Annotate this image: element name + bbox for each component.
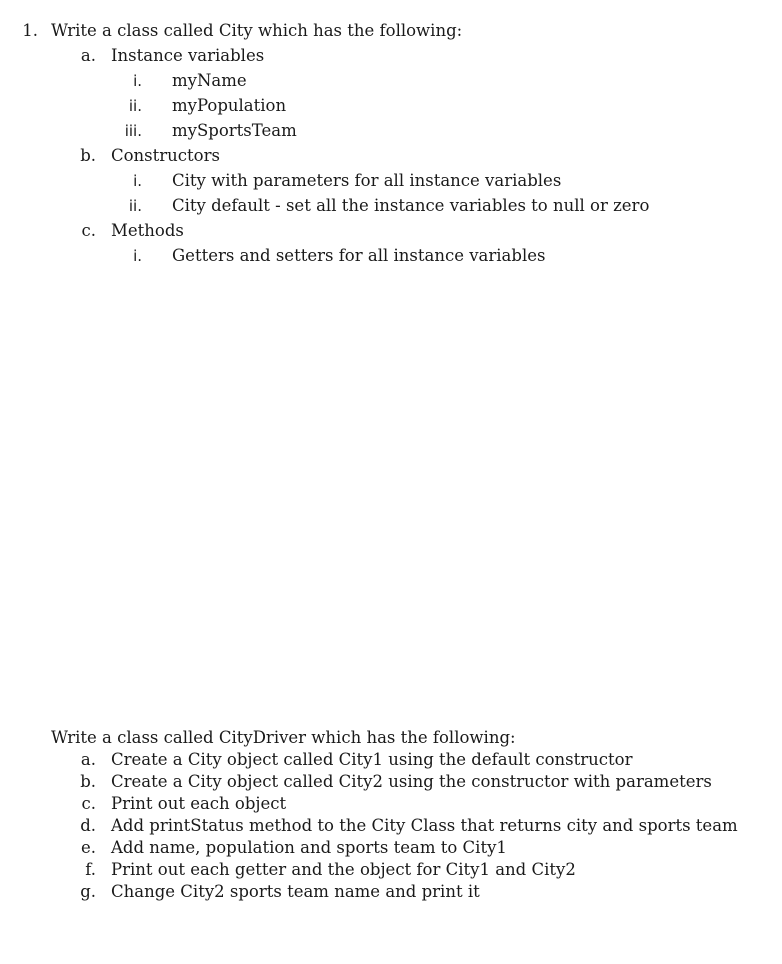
section1-item-c-label: Methods [111,221,184,240]
section1-item-a-label: Instance variables [111,46,265,65]
item-b-sub-ii-numeral: ii. [128,197,142,215]
item-a-sub-i-text: myName [172,71,247,90]
item-b-sub-i-text: City with parameters for all instance variables [172,171,562,190]
section2-item-f-letter: f. [85,860,96,879]
item-b-sub-ii-text: City default - set all the instance variables to null or zero [172,196,650,215]
item-c-sub-i-numeral: i. [133,247,142,265]
section2-heading: Write a class called CityDriver which has the following: [51,728,516,747]
item-a-sub-iii-text: mySportsTeam [172,121,297,140]
section2-item-b-letter: b. [80,772,96,791]
item-a-sub-ii-numeral: ii. [128,97,142,115]
section2-item-e-letter: e. [80,838,96,857]
section2-item-g-letter: g. [80,882,96,901]
section2-item-e-text: Add name, population and sports team to City1 [111,838,507,857]
item-a-sub-iii-numeral: iii. [124,122,142,140]
section1-item-b-label: Constructors [111,146,220,165]
section1-heading: Write a class called City which has the following: [51,21,463,40]
section2-item-f-text: Print out each getter and the object for City1 and City2 [111,860,576,879]
item-a-sub-ii-text: myPopulation [172,96,287,115]
section2-item-g-text: Change City2 sports team name and print it [111,882,480,901]
item-c-sub-i-text: Getters and setters for all instance variables [172,246,546,265]
section1-item-c-letter: c. [81,221,96,240]
section2-item-d-letter: d. [80,816,96,835]
section2-item-a-text: Create a City object called City1 using the default constructor [111,750,633,769]
item-a-sub-i-numeral: i. [133,72,142,90]
section2-item-a-letter: a. [80,750,96,769]
section2-item-c-text: Print out each object [111,794,287,813]
section1-item-b-letter: b. [80,146,96,165]
section2-item-c-letter: c. [81,794,96,813]
section2-item-d-text: Add printStatus method to the City Class that returns city and sports team [111,816,738,835]
item-b-sub-i-numeral: i. [133,172,142,190]
section1-item-a-letter: a. [80,46,96,65]
section1-number: 1. [22,21,38,40]
section2-item-b-text: Create a City object called City2 using the constructor with parameters [111,772,712,791]
